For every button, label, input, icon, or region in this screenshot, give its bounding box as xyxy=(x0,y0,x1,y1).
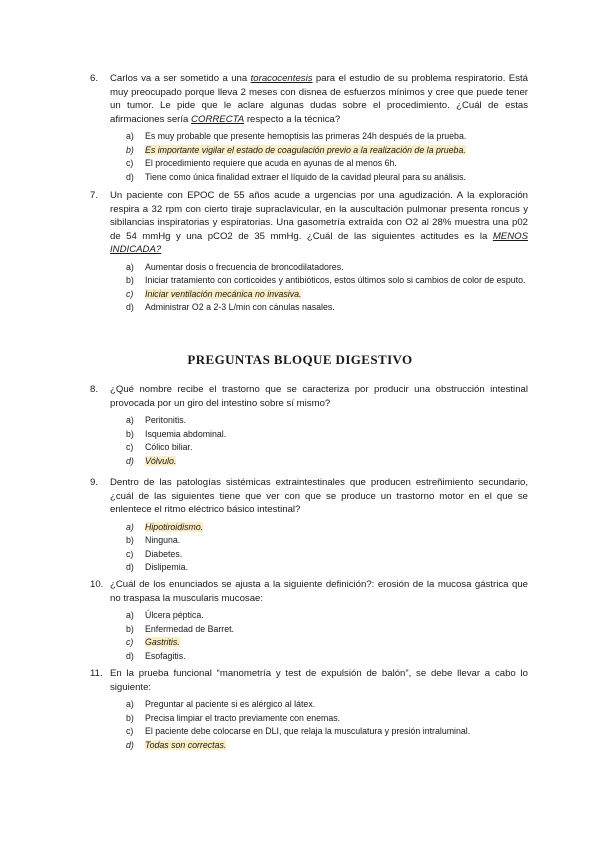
option-text-highlighted: Es importante vigilar el estado de coagulación previo a la realización de la prueba. xyxy=(145,144,466,155)
question-number: 7. xyxy=(90,190,99,201)
question-stem xyxy=(90,189,528,257)
options-list xyxy=(90,130,528,184)
option-text-highlighted: Iniciar ventilación mecánica no invasiva. xyxy=(145,288,302,299)
option-b xyxy=(126,428,528,442)
options-list xyxy=(90,261,528,315)
option-d xyxy=(126,561,528,575)
question-keyword: MENOS INDICADA? xyxy=(110,230,528,255)
option-a xyxy=(126,414,528,428)
option-a xyxy=(126,130,528,144)
option-c-correct xyxy=(126,288,528,302)
question-text: En la prueba funcional “manometría y test de expulsión de balón”, se debe llevar a cabo lo siguiente: xyxy=(110,668,528,693)
question-stem xyxy=(90,667,528,694)
options-list xyxy=(90,609,528,663)
option-text: Esofagitis. xyxy=(145,650,186,661)
option-a xyxy=(126,261,528,275)
option-label: c) xyxy=(126,548,134,559)
option-label: a) xyxy=(126,131,134,141)
option-d-correct xyxy=(126,455,528,469)
question-8 xyxy=(90,383,528,468)
option-text: Cólico biliar. xyxy=(145,442,193,453)
option-text: Enfermedad de Barret. xyxy=(145,623,234,634)
question-keyword: CORRECTA xyxy=(191,113,245,125)
option-label: a) xyxy=(126,415,134,425)
option-label: d) xyxy=(126,650,134,661)
option-b xyxy=(126,712,528,726)
option-text: Diabetes. xyxy=(145,548,183,559)
option-b-correct xyxy=(126,144,528,158)
option-text: El procedimiento requiere que acuda en ayunas de al menos 6h. xyxy=(145,158,397,169)
option-label: c) xyxy=(126,442,134,453)
option-c xyxy=(126,548,528,562)
option-d xyxy=(126,171,528,185)
option-label: a) xyxy=(126,699,134,709)
question-keyword: toracocentesis xyxy=(250,73,313,84)
option-label: b) xyxy=(126,428,134,439)
option-text-highlighted: Todas son correctas. xyxy=(145,739,227,750)
option-b xyxy=(126,623,528,637)
option-text: Ninguna. xyxy=(145,535,181,546)
option-label: c) xyxy=(126,726,134,737)
question-text: ¿Cuál de los enunciados se ajusta a la siguiente definición?: erosión de la mucosa gástrica que no traspasa la muscularis mucosae: xyxy=(110,579,528,604)
option-text: Peritonitis. xyxy=(145,415,187,425)
question-stem xyxy=(90,578,528,605)
option-d xyxy=(126,650,528,664)
question-stem xyxy=(90,476,528,517)
question-6 xyxy=(90,72,528,184)
option-d xyxy=(126,301,528,315)
options-list xyxy=(90,698,528,752)
option-text: Administrar O2 a 2-3 L/min con cánulas nasales. xyxy=(145,302,335,313)
option-label: a) xyxy=(126,610,134,620)
option-c xyxy=(126,157,528,171)
question-text: Un paciente con EPOC de 55 años acude a urgencias por una agudización. A la exploración respira a 32 rpm con cierto tiraje supraclavicular, en la auscultación pulmonar presenta roncus y sibilancias inspiratorias y espiratorias. Una gasometría extraída con O2 al 28% muestra una p02 de 54 mmHg y una pCO2 de 35 mmHg. ¿Cuál de las siguientes actitudes es la xyxy=(110,190,528,242)
question-number: 10. xyxy=(90,579,104,590)
option-label: b) xyxy=(126,275,134,286)
option-c xyxy=(126,441,528,455)
question-11 xyxy=(90,667,528,752)
question-text: para el estudio de su problema respiratorio. Está muy preocupado porque lleva 2 meses con disnea de esfuerzos mínimos y cree que puede tener un tumor. Le pide que le aclare algunas dudas sobre el procedimiento. ¿Cuál de estas afirmaciones sería xyxy=(110,73,529,125)
option-text-highlighted: Hipotiroidismo. xyxy=(145,521,204,532)
option-label: d) xyxy=(126,739,134,750)
option-label: b) xyxy=(126,623,134,634)
option-text-highlighted: Gastritis. xyxy=(145,637,180,648)
option-text: Precisa limpiar el tracto previamente con enemas. xyxy=(145,712,341,723)
question-9 xyxy=(90,476,528,575)
option-label: d) xyxy=(126,302,134,313)
option-text: Preguntar al paciente si es alérgico al látex. xyxy=(145,699,316,709)
option-label: c) xyxy=(126,288,134,299)
option-label: b) xyxy=(126,144,134,155)
option-label: b) xyxy=(126,712,134,723)
question-text: ¿Qué nombre recibe el trastorno que se caracteriza por producir una obstrucción intestinal provocada por un giro del intestino sobre sí mismo? xyxy=(110,384,528,409)
option-a xyxy=(126,609,528,623)
option-b xyxy=(126,274,528,288)
option-a xyxy=(126,698,528,712)
section-title: PREGUNTAS BLOQUE DIGESTIVO xyxy=(187,352,413,367)
option-label: d) xyxy=(126,171,134,182)
option-text: Aumentar dosis o frecuencia de broncodilatadores. xyxy=(145,261,344,272)
option-c-correct xyxy=(126,636,528,650)
option-label: d) xyxy=(126,562,134,573)
question-10 xyxy=(90,578,528,663)
question-number: 11. xyxy=(90,668,103,679)
question-number: 6. xyxy=(90,73,99,84)
option-text: El paciente debe colocarse en DLI, que relaja la musculatura y presión intraluminal. xyxy=(145,726,471,737)
question-stem xyxy=(90,72,528,126)
option-label: b) xyxy=(126,535,134,546)
option-text: Iniciar tratamiento con corticoides y antibióticos, estos últimos solo si cambios de color de esputo. xyxy=(145,275,526,286)
option-label: c) xyxy=(126,158,134,169)
options-list xyxy=(90,521,528,575)
option-label: c) xyxy=(126,637,134,648)
option-label: a) xyxy=(126,261,134,272)
option-text: Tiene como única finalidad extraer el líquido de la cavidad pleural para su análisis. xyxy=(145,171,466,182)
option-label: a) xyxy=(126,521,134,532)
question-number: 8. xyxy=(90,384,99,395)
option-b xyxy=(126,534,528,548)
question-text: Dentro de las patologías sistémicas extraintestinales que producen estreñimiento secundario, ¿cuál de las siguientes tiene que ver con que se produce un trastorno motor en el que se enlentece el ritmo eléctrico básico intestinal? xyxy=(110,477,528,515)
question-text: Carlos va a ser sometido a una xyxy=(110,73,251,84)
option-c xyxy=(126,725,528,739)
option-text: Úlcera péptica. xyxy=(145,610,204,620)
question-number: 9. xyxy=(90,477,99,488)
option-text: Es muy probable que presente hemoptisis las primeras 24h después de la prueba. xyxy=(145,131,467,141)
option-a-correct xyxy=(126,521,528,535)
option-text: Isquemia abdominal. xyxy=(145,428,227,439)
question-stem xyxy=(90,383,528,410)
question-text: respecto a la técnica? xyxy=(244,113,341,125)
option-label: d) xyxy=(126,455,134,466)
option-d-correct xyxy=(126,739,528,753)
option-text-highlighted: Vólvulo. xyxy=(145,455,177,466)
option-text: Dislipemia. xyxy=(145,562,189,573)
options-list xyxy=(90,414,528,468)
question-7 xyxy=(90,189,528,315)
